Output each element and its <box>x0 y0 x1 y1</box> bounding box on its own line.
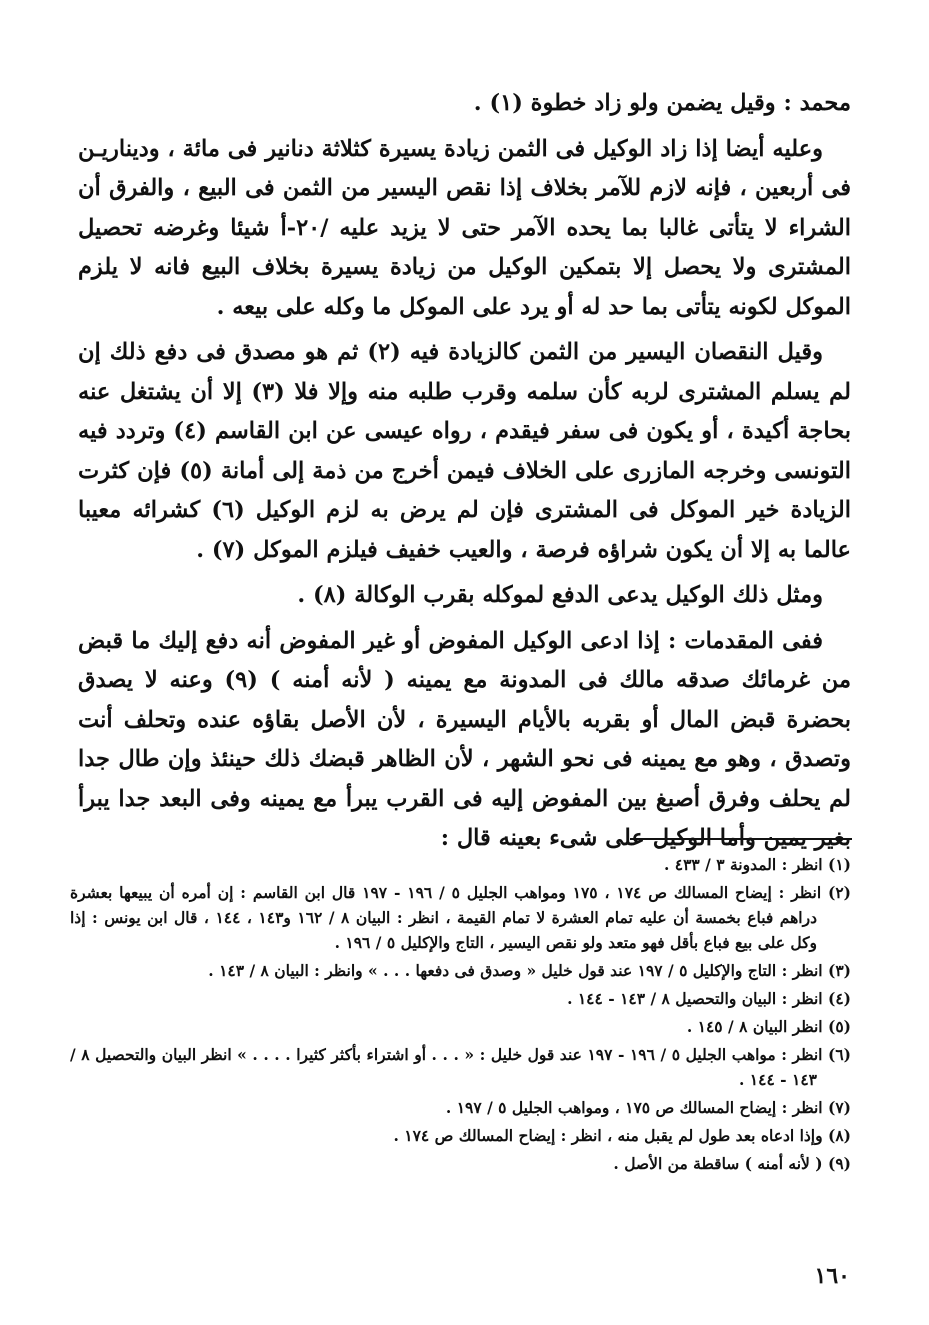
page-number: ١٦٠ <box>814 1263 850 1289</box>
footnote-divider <box>630 838 852 840</box>
paragraph: ففى المقدمات : إذا ادعى الوكيل المفوض أو غير المفوض أنه دفع إليك ما قبض من غرمائك صدقه مالك فى المدونة مع يمينه ( لأنه أمنه ) (٩) وعنه لا يصدق بحضرة قبض المال أو بقربه بالأيام اليسيرة ، لأن الأصل بقاؤه عنده وتحلف أنت وتصدق ، وهو مع يمينه فى نحو الشهر ، لأن الظاهر قبضك ذلك حينئذ وإن طال جدا لم يحلف وفرق أصبغ بين المفوض إليه فى القرب يبرأ مع يمينه وفى البعد جدا يبرأ بغير يمين وأما الوكيل على شىء بعينه قال : <box>78 627 851 851</box>
paragraph: ومثل ذلك الوكيل يدعى الدفع لموكله بقرب الوكالة (٨) . <box>297 582 823 608</box>
footnote: (٦) انظر : مواهب الجليل ٥ / ١٩٦ - ١٩٧ عند قول خليل : « . . . أو اشتراء بأكثر كثيرا . . . . » انظر البيان والتحصيل ٨ / ١٤٣ - ١٤٤ . <box>70 1045 852 1089</box>
footnote: (٥) انظر البيان ٨ / ١٤٥ . <box>686 1017 851 1036</box>
paragraph: وقيل النقصان اليسير من الثمن كالزيادة فيه (٢) ثم هو مصدق فى دفع ذلك إن لم يسلم المشترى لربه كأن سلمه وقرب طلبه منه وإلا فلا (٣) إلا أن يشتغل عنه بحاجة أكيدة ، أو يكون فى سفر فيقدم ، رواه عيسى عن ابن القاسم (٤) وتردد فيه التونسى وخرجه المازرى على الخلاف فيمن أخرج من ذمة إلى أمانة (٥) فإن كثرت الزيادة خير الموكل فى المشترى فإن لم يرض به لزم الوكيل (٦) كشرائه معيبا عالما به إلا أن يكون شراؤه فرصة ، والعيب خفيف فيلزم الموكل (٧) . <box>78 339 851 563</box>
paragraph: وعليه أيضا إذا زاد الوكيل فى الثمن زيادة يسيرة كثلاثة دنانير فى مائة ، وديناريـن فى أربعين ، فإنه لازم للآمر بخلاف إذا نقص اليسير من الثمن فى البيع ، والفرق أن الشراء لا يتأتى غالبا بما يحده الآمر حتى لا يزيد عليه /٢٠-أ شيئا وغرضه تحصيل المشترى ولا يحصل إلا بتمكين الوكيل من زيادة يسيرة بخلاف البيع فانه لا يلزم الموكل لكونه يتأتى بما حد له أو يرد على الموكل ما وكله على بيعه . <box>78 135 851 320</box>
footnote: (١) انظر : المدونة ٣ / ٤٣٣ . <box>663 855 851 874</box>
paragraph-continuation: محمد : وقيل يضمن ولو زاد خطوة (١) . <box>473 90 851 116</box>
footnote: (٧) انظر : إيضاح المسالك ص ١٧٥ ، ومواهب الجليل ٥ / ١٩٧ . <box>445 1098 851 1117</box>
footnote: (٨) وإذا ادعاه بعد طول لم يقبل منه ، انظر : إيضاح المسالك ص ١٧٤ . <box>393 1126 851 1145</box>
footnote: (٩) ( لأنه أمنه ) ساقطة من الأصل . <box>613 1154 851 1173</box>
footnotes <box>70 852 851 1179</box>
main-text <box>78 84 851 859</box>
footnote: (٢) انظر : إيضاح المسالك ص ١٧٤ ، ١٧٥ ومواهب الجليل ٥ / ١٩٦ - ١٩٧ قال ابن القاسم : إن أمره أن يبيعها بعشرة دراهم فباع بخمسة أن عليه تمام العشرة لا تمام القيمة ، انظر : البيان ٨ / ١٦٢ و١٤٣ ، ١٤٤ ، قال ابن يونس : إذا وكل على بيع فباع بأقل فهو متعد ولو نقص اليسير ، التاج والإكليل ٥ / ١٩٦ . <box>70 883 851 952</box>
footnote: (٤) انظر : البيان والتحصيل ٨ / ١٤٣ - ١٤٤ . <box>567 989 851 1008</box>
footnote: (٣) انظر : التاج والإكليل ٥ / ١٩٧ عند قول خليل « وصدق فى دفعها . . . » وانظر : البيان ٨ / ١٤٣ . <box>208 961 851 980</box>
